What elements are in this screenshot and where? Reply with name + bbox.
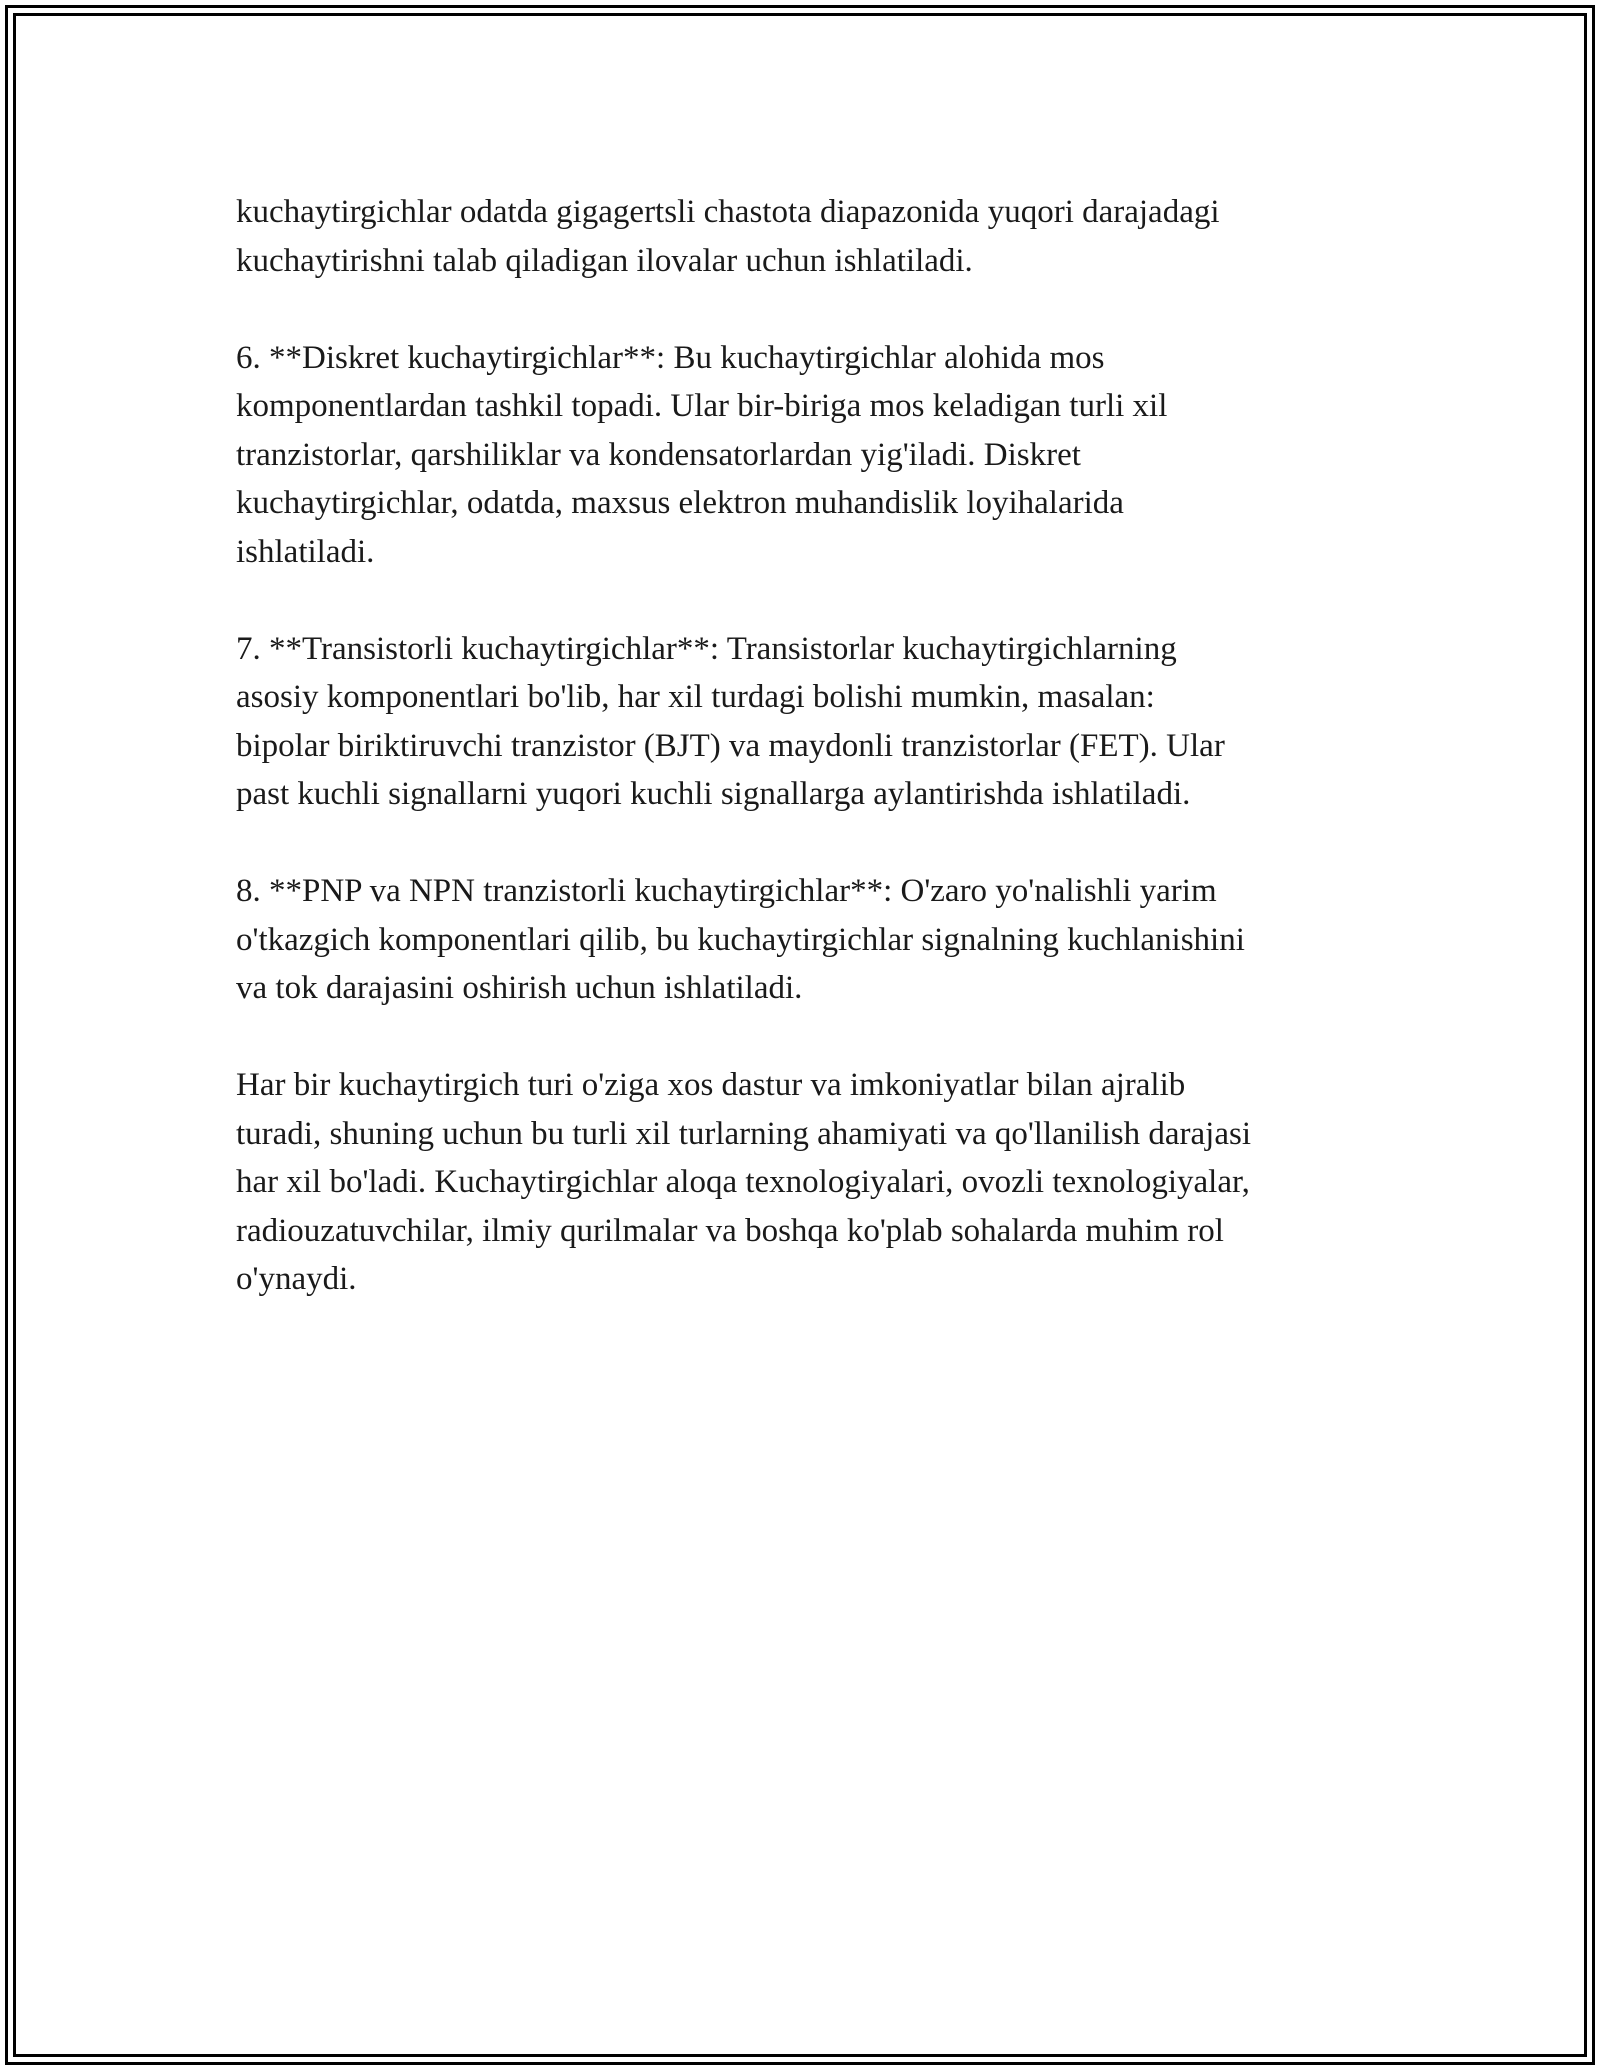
paragraph-item-8: 8. **PNP va NPN tranzistorli kuchaytirgichlar**: O'zaro yo'nalishli yarim o'tkazgich komponentlari qilib, bu kuchaytirgichlar signalning kuchlanishini va tok darajasini oshirish uchun ishlatiladi. (236, 873, 1245, 1006)
paragraph-item-7: 7. **Transistorli kuchaytirgichlar**: Transistorlar kuchaytirgichlarning asosiy komponentlari bo'lib, har xil turdagi bolishi mumkin, masalan: bipolar biriktiruvchi tranzistor (BJT) va maydonli tranzistorlar (FET). Ular past kuchli signallarni yuqori kuchli signallarga aylantirishda ishlatiladi. (236, 630, 1225, 812)
paragraph-conclusion: Har bir kuchaytirgich turi o'ziga xos dastur va imkoniyatlar bilan ajralib turadi, shuning uchun bu turli xil turlarning ahamiyati va qo'llanilish darajasi har xil bo'ladi. Kuchaytirgichlar aloqa texnologiyalari, ovozli texnologiyalar, radiouzatuvchilar, ilmiy qurilmalar va boshqa ko'plab sohalarda muhim rol o'ynaydi. (236, 1067, 1251, 1297)
document-body (236, 188, 1386, 1352)
paragraph-item-6: 6. **Diskret kuchaytirgichlar**: Bu kuchaytirgichlar alohida mos komponentlardan tashkil topadi. Ular bir-biriga mos keladigan turli xil tranzistorlar, qarshiliklar va kondensatorlardan yig'iladi. Diskret kuchaytirgichlar, odatda, maxsus elektron muhandislik loyihalarida ishlatiladi. (236, 339, 1168, 570)
paragraph-continuation: kuchaytirgichlar odatda gigagertsli chastota diapazonida yuqori darajadagi kuchaytirishni talab qiladigan ilovalar uchun ishlatiladi. (236, 194, 1220, 279)
